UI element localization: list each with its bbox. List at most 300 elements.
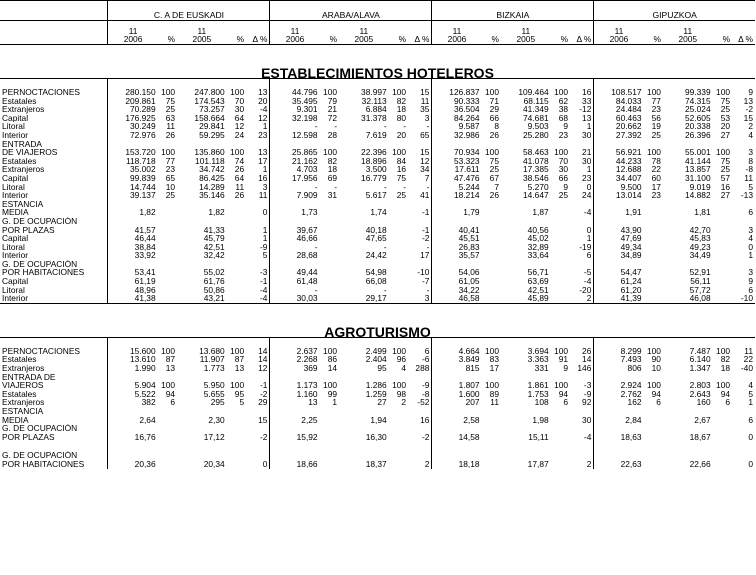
- table-cell: -13: [740, 191, 753, 200]
- table-cell: 100: [161, 88, 176, 97]
- table-cell: [570, 200, 594, 209]
- table-cell: 40,18: [365, 225, 387, 235]
- table-cell: 369: [270, 364, 320, 373]
- table-cell: 18,37: [365, 459, 387, 469]
- table-cell: 100: [646, 148, 661, 157]
- table-cell: [339, 79, 389, 89]
- row-label: Capital: [2, 173, 29, 183]
- table-cell: -: [270, 183, 320, 192]
- table-cell: 1.600: [432, 390, 482, 399]
- table-cell: 126.837: [432, 88, 482, 97]
- table-cell: [339, 424, 389, 433]
- table-cell: 15.600: [108, 347, 158, 356]
- table-cell: 1: [586, 165, 592, 174]
- table-cell: [158, 140, 177, 149]
- table-cell: 100: [554, 381, 569, 390]
- table-cell: [732, 79, 755, 89]
- table-cell: -1: [259, 381, 268, 390]
- table-cell: [339, 407, 389, 416]
- table-cell: 32.113: [361, 96, 387, 106]
- table-cell: [320, 277, 339, 286]
- table-cell: 17: [651, 182, 661, 192]
- table-cell: 61,48: [270, 277, 320, 286]
- table-cell: 1.773: [203, 364, 225, 373]
- table-row: [0, 268, 755, 277]
- table-cell: [177, 217, 227, 226]
- row-label: ENTRADA DE: [2, 372, 56, 382]
- table-cell: 806: [594, 364, 644, 373]
- table-cell: [227, 200, 246, 209]
- table-cell: [227, 286, 246, 295]
- table-cell: [227, 226, 246, 235]
- table-cell: 13.610: [108, 355, 158, 364]
- column-subheader: %: [644, 21, 663, 45]
- row-label: Capital: [2, 113, 29, 123]
- table-cell: 15: [743, 113, 753, 123]
- table-cell: 41,57: [108, 226, 158, 235]
- table-cell: 40,56: [527, 225, 549, 235]
- table-cell: 1,73: [270, 208, 320, 217]
- table-cell: 72: [327, 113, 338, 123]
- table-row: [0, 294, 755, 303]
- row-label: POR HABITACIONES: [2, 268, 85, 278]
- table-cell: 35.002: [108, 165, 158, 174]
- table-cell: [501, 441, 551, 451]
- table-cell: 49,34: [594, 243, 644, 252]
- table-cell: [389, 451, 408, 460]
- table-cell: [320, 286, 339, 295]
- table-cell: 57: [720, 173, 731, 183]
- table-cell: [663, 407, 713, 416]
- table-row: [0, 347, 755, 356]
- table-cell: -: [383, 285, 387, 295]
- table-cell: 3: [424, 113, 430, 123]
- table-cell: [320, 433, 339, 442]
- table-cell: 53: [720, 113, 731, 123]
- table-cell: 25: [558, 191, 569, 200]
- table-cell: 95: [234, 389, 245, 399]
- table-cell: 36.504: [432, 105, 482, 114]
- table-cell: [713, 460, 732, 469]
- row-label: Extranjeros: [2, 398, 45, 407]
- table-cell: 4: [748, 130, 753, 140]
- table-cell: [663, 217, 713, 226]
- table-cell: -: [334, 122, 338, 131]
- table-cell: 94: [720, 389, 731, 399]
- table-cell: [551, 373, 570, 382]
- table-cell: 1: [332, 398, 338, 407]
- table-row: [0, 416, 755, 425]
- table-cell: 0: [262, 459, 268, 469]
- table-cell: 17: [258, 156, 268, 166]
- table-cell: [339, 373, 389, 382]
- table-cell: [389, 294, 408, 303]
- row-label: G. DE OCUPACIÓN: [2, 451, 78, 460]
- table-cell: 15: [258, 415, 268, 425]
- table-cell: [594, 140, 644, 149]
- table-cell: 80: [396, 113, 407, 123]
- table-cell: 6: [563, 398, 569, 407]
- table-cell: 41.349: [523, 105, 549, 114]
- table-cell: [644, 268, 663, 277]
- table-cell: 53,41: [108, 268, 158, 277]
- table-cell: 100: [485, 88, 499, 97]
- table-cell: 100: [716, 346, 731, 356]
- table-cell: 16.779: [361, 173, 387, 183]
- table-cell: [408, 200, 432, 209]
- table-cell: 1.861: [527, 381, 549, 390]
- table-cell: 1.990: [108, 364, 158, 373]
- table-cell: 33,92: [108, 251, 158, 260]
- table-cell: [108, 407, 158, 416]
- table-cell: [501, 200, 551, 209]
- table-cell: [663, 441, 713, 451]
- table-cell: 74.315: [684, 96, 711, 106]
- table-cell: [408, 451, 432, 460]
- table-cell: 1: [586, 234, 592, 243]
- table-cell: 77: [165, 156, 176, 166]
- table-cell: 75: [396, 173, 407, 183]
- row-label: Extranjeros: [2, 364, 45, 373]
- table-cell: 13: [258, 88, 268, 97]
- table-row: [0, 183, 755, 192]
- table-cell: [320, 441, 339, 451]
- table-cell: [713, 337, 732, 347]
- table-cell: [389, 441, 408, 451]
- table-cell: [246, 200, 270, 209]
- column-subheader: Δ %: [408, 21, 432, 45]
- table-cell: [713, 433, 732, 442]
- table-cell: -8: [745, 165, 753, 174]
- table-cell: [432, 217, 482, 226]
- table-cell: 11: [235, 182, 245, 192]
- table-cell: 3: [748, 225, 753, 235]
- table-cell: 11: [420, 96, 430, 106]
- section-title: AGROTURISMO: [0, 303, 755, 337]
- table-cell: 25: [651, 130, 661, 140]
- table-cell: 34: [420, 165, 430, 174]
- table-cell: 1,79: [432, 208, 482, 217]
- table-cell: 10: [165, 182, 176, 192]
- table-cell: 100: [161, 148, 176, 157]
- table-cell: 7.487: [689, 346, 711, 356]
- table-cell: [320, 373, 339, 382]
- table-cell: 53.323: [432, 157, 482, 166]
- table-cell: 18: [327, 165, 338, 174]
- table-cell: 100: [716, 381, 731, 390]
- table-cell: 174.543: [194, 96, 225, 106]
- row-label: Litoral: [2, 182, 25, 192]
- header-corner: [0, 1, 108, 21]
- column-subheader: Δ %: [246, 21, 270, 45]
- table-cell: [644, 416, 663, 425]
- table-cell: [389, 79, 408, 89]
- table-cell: [663, 140, 713, 149]
- table-cell: 64: [234, 173, 245, 183]
- table-cell: 25: [396, 191, 407, 200]
- table-cell: 77: [651, 96, 661, 106]
- table-cell: 90.333: [432, 97, 482, 106]
- table-cell: [227, 441, 246, 451]
- table-cell: 42,51: [527, 285, 549, 295]
- table-cell: 62: [558, 96, 569, 106]
- table-cell: 100: [161, 346, 176, 356]
- region-header: GIPUZKOA: [594, 1, 755, 21]
- table-cell: 35,57: [432, 251, 482, 260]
- table-cell: [227, 79, 246, 89]
- table-cell: [644, 441, 663, 451]
- table-cell: 33,64: [527, 251, 549, 260]
- table-cell: 1: [262, 165, 268, 174]
- table-cell: 9: [563, 364, 569, 373]
- table-cell: [551, 294, 570, 303]
- table-cell: 60: [651, 173, 661, 183]
- table-cell: 12: [234, 122, 245, 131]
- table-cell: [320, 251, 339, 260]
- table-cell: -: [426, 285, 430, 295]
- table-cell: -20: [579, 285, 592, 295]
- table-cell: 14.289: [199, 182, 225, 192]
- table-cell: 331: [534, 364, 549, 373]
- table-cell: 26,83: [432, 243, 482, 252]
- table-cell: 2: [424, 459, 430, 469]
- table-cell: 41,33: [203, 225, 225, 235]
- table-cell: 26: [234, 165, 245, 174]
- table-cell: 17,87: [527, 459, 549, 469]
- table-cell: 2.924: [594, 381, 644, 390]
- row-label: ENTRADA: [2, 139, 43, 149]
- table-cell: 100: [716, 88, 731, 97]
- table-cell: [570, 424, 594, 433]
- table-cell: 90: [651, 355, 661, 365]
- table-cell: [644, 277, 663, 286]
- table-cell: [158, 337, 177, 347]
- table-cell: [408, 79, 432, 89]
- column-subheader: 11 2006: [594, 21, 644, 45]
- table-cell: [551, 441, 570, 451]
- table-cell: 61,19: [108, 277, 158, 286]
- table-cell: [177, 260, 227, 269]
- table-cell: 29: [489, 105, 499, 114]
- table-cell: [246, 79, 270, 89]
- table-cell: 43,21: [203, 294, 225, 304]
- table-row: [0, 97, 755, 106]
- table-cell: 815: [432, 364, 482, 373]
- table-cell: 2,25: [270, 416, 320, 425]
- table-cell: [551, 424, 570, 433]
- table-cell: [644, 140, 663, 149]
- table-cell: [270, 79, 320, 89]
- table-cell: 18: [396, 105, 407, 114]
- table-cell: 16: [420, 415, 430, 425]
- row-label: MEDIA: [2, 415, 29, 425]
- table-cell: 27: [377, 398, 387, 407]
- table-cell: [408, 217, 432, 226]
- table-cell: [713, 373, 732, 382]
- table-cell: 382: [108, 398, 158, 407]
- table-cell: 17: [420, 251, 430, 260]
- table-cell: [570, 441, 594, 451]
- table-cell: [270, 200, 320, 209]
- table-row: [0, 191, 755, 200]
- table-cell: [408, 424, 432, 433]
- table-cell: 9.500: [594, 183, 644, 192]
- table-cell: 7.493: [594, 355, 644, 364]
- table-row: [0, 122, 755, 131]
- table-cell: 43,90: [594, 226, 644, 235]
- table-cell: [594, 217, 644, 226]
- table-cell: 2: [586, 294, 592, 304]
- table-cell: 18,67: [689, 432, 711, 442]
- table-cell: [644, 234, 663, 243]
- table-cell: 14: [258, 355, 268, 365]
- table-cell: 3: [748, 148, 753, 157]
- column-subheader: %: [389, 21, 408, 45]
- table-cell: 35.146: [199, 191, 225, 200]
- table-cell: 48,96: [108, 286, 158, 295]
- table-cell: 22: [651, 165, 661, 174]
- table-row: [0, 398, 755, 407]
- table-cell: [713, 226, 732, 235]
- table-cell: 13.680: [199, 346, 225, 356]
- table-cell: 75: [165, 96, 176, 106]
- table-cell: 17.611: [432, 165, 482, 174]
- table-cell: 39.137: [108, 191, 158, 200]
- table-cell: 15,92: [270, 433, 320, 442]
- table-cell: [732, 337, 755, 347]
- table-cell: 10: [651, 364, 661, 373]
- section-title: ESTABLECIMIENTOS HOTELEROS: [0, 45, 755, 79]
- table-cell: [713, 200, 732, 209]
- table-cell: 66: [489, 113, 499, 123]
- table-cell: 38.997: [361, 88, 387, 97]
- table-cell: [108, 337, 158, 347]
- table-cell: 69: [327, 173, 338, 183]
- table-cell: [713, 286, 732, 295]
- table-cell: [501, 140, 551, 149]
- table-cell: [501, 79, 551, 89]
- row-label: PERNOCTACIONES: [2, 346, 81, 356]
- table-cell: 25: [489, 165, 499, 174]
- table-cell: 44.233: [594, 157, 644, 166]
- table-cell: 29: [258, 398, 268, 407]
- table-cell: 118.718: [108, 157, 158, 166]
- table-cell: [108, 200, 158, 209]
- table-cell: 82: [720, 355, 731, 365]
- column-subheader: %: [158, 21, 177, 45]
- table-cell: 16: [258, 173, 268, 183]
- table-cell: 21: [327, 105, 338, 114]
- table-cell: 14: [258, 346, 268, 356]
- table-row: [0, 217, 755, 226]
- table-cell: -: [403, 122, 407, 131]
- table-cell: [158, 277, 177, 286]
- row-label: G. DE OCUPACIÓN: [2, 216, 78, 226]
- table-cell: 209.861: [108, 97, 158, 106]
- table-cell: [270, 217, 320, 226]
- table-cell: 135.860: [194, 148, 225, 157]
- table-cell: 207: [432, 398, 482, 407]
- table-cell: 0: [748, 459, 753, 469]
- table-cell: [644, 217, 663, 226]
- table-cell: [482, 373, 501, 382]
- table-cell: [270, 373, 320, 382]
- table-cell: 4.664: [432, 347, 482, 356]
- table-cell: 3.849: [432, 355, 482, 364]
- table-cell: 38.546: [523, 173, 549, 183]
- table-cell: [227, 140, 246, 149]
- table-cell: 288: [415, 364, 430, 373]
- table-cell: [663, 79, 713, 89]
- table-cell: [482, 243, 501, 252]
- table-cell: 100: [323, 88, 338, 97]
- table-cell: 5.617: [365, 191, 387, 200]
- column-subheader: %: [320, 21, 339, 45]
- table-cell: [227, 260, 246, 269]
- table-cell: [339, 140, 389, 149]
- table-row: [0, 165, 755, 174]
- table-cell: 100: [554, 88, 569, 97]
- table-cell: 34,49: [689, 251, 711, 260]
- table-cell: 31: [327, 191, 338, 200]
- table-cell: -5: [583, 268, 592, 278]
- table-cell: [713, 407, 732, 416]
- row-label: [0, 441, 108, 451]
- table-cell: [227, 337, 246, 347]
- table-cell: [482, 286, 501, 295]
- table-cell: 49,44: [270, 268, 320, 277]
- table-cell: -2: [259, 432, 268, 442]
- table-cell: [320, 260, 339, 269]
- table-row: [0, 451, 755, 460]
- table-cell: 29.841: [199, 122, 225, 131]
- table-cell: -: [270, 243, 320, 252]
- table-cell: 3.694: [527, 346, 549, 356]
- table-cell: [570, 337, 594, 347]
- table-cell: 41,39: [594, 294, 644, 303]
- table-cell: 16: [582, 88, 592, 97]
- column-subheader: %: [713, 21, 732, 45]
- row-label: Litoral: [2, 242, 25, 252]
- table-cell: [158, 217, 177, 226]
- table-cell: 20: [258, 96, 268, 106]
- table-cell: 17: [489, 364, 499, 373]
- table-cell: [389, 200, 408, 209]
- table-cell: 86: [327, 355, 338, 365]
- table-cell: 65: [420, 130, 430, 140]
- table-cell: 13: [270, 398, 320, 407]
- table-cell: [713, 140, 732, 149]
- table-cell: 34.407: [594, 174, 644, 183]
- table-cell: [177, 337, 227, 347]
- table-cell: [482, 424, 501, 433]
- table-cell: [270, 140, 320, 149]
- table-cell: [246, 140, 270, 149]
- table-cell: 18.896: [361, 156, 387, 166]
- table-cell: 45,89: [527, 294, 549, 304]
- table-cell: 2.404: [365, 355, 387, 365]
- table-cell: 1: [748, 398, 753, 407]
- table-cell: 27.392: [594, 131, 644, 140]
- table-cell: 45,83: [689, 234, 711, 243]
- table-cell: 61,24: [594, 277, 644, 286]
- table-cell: 20,36: [108, 460, 158, 469]
- table-cell: [432, 441, 482, 451]
- table-cell: [713, 79, 732, 89]
- table-cell: -: [403, 182, 407, 192]
- table-cell: 46,58: [432, 294, 482, 303]
- column-subheader: Δ %: [570, 21, 594, 45]
